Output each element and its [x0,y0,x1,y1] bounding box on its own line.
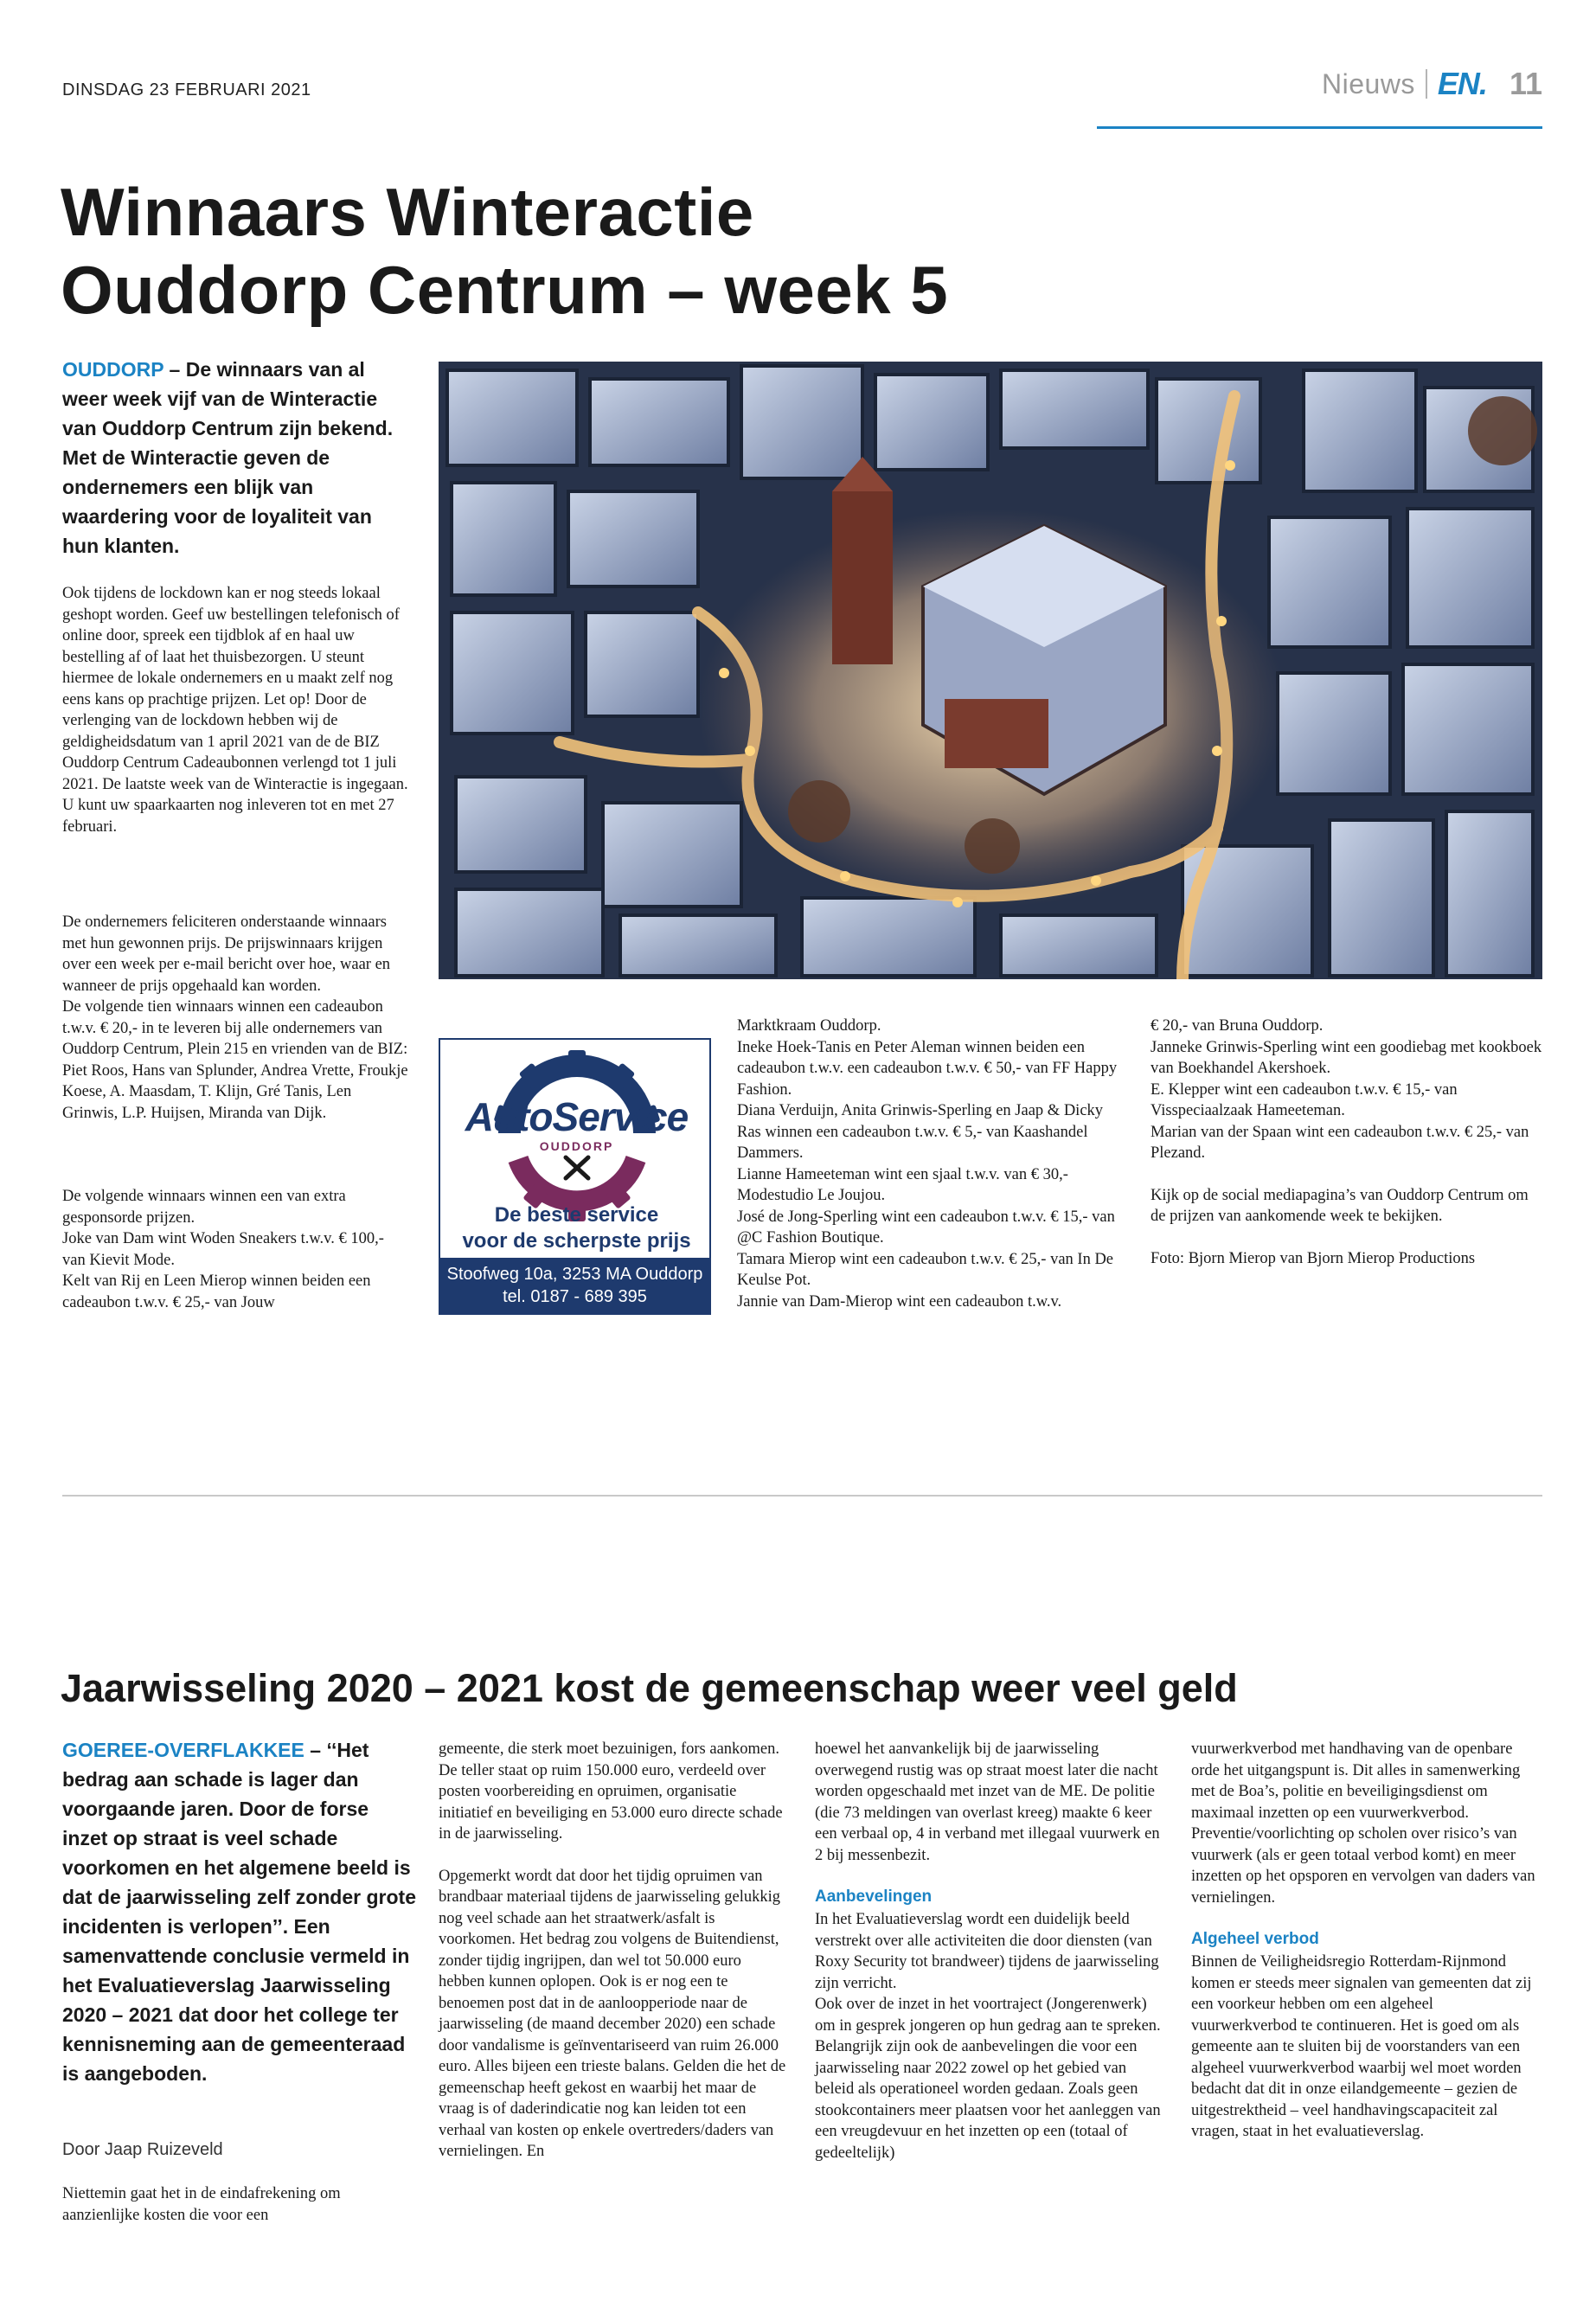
ad-slogan-line-1: De beste service [494,1203,659,1227]
paragraph: Diana Verduijn, Anita Grinwis-Sperling en Jaap & Dicky Ras winnen een cadeaubon t.w.v. € 5,- van Kaashandel Dammers. [737,1102,1104,1162]
paragraph: Joke van Dam wint Woden Sneakers t.w.v. € 100,- van Kievit Mode. [62,1230,384,1269]
paragraph: vuurwerkverbod met handhaving van de openbare orde het uitgangspunt is. Dit alles in samenwerking met de Boa’s, politie en beveiligingsdienst om maximaal inzetten op een vuurwerkverbod. Preventie/voorlichting op scholen over risico’s van vuurwerk (als er geen totaal verbod komt) en meer inzetten op het opsporen en vervolgen van daders van vernielingen. [1191,1740,1535,1907]
byline: Door Jaap Ruizeveld [62,2140,223,2159]
paragraph: Tamara Mierop wint een cadeaubon t.w.v. € 25,- van In De Keulse Pot. [737,1250,1114,1289]
dateline-kicker: GOEREE-OVERFLAKKEE [62,1739,304,1761]
paragraph: Jannie van Dam-Mierop wint een cadeaubon t.w.v. [737,1292,1062,1311]
ad-address: Stoofweg 10a, 3253 MA Ouddorp [446,1265,703,1284]
article-body-col1 [62,583,408,858]
photo-credit: Foto: Bjorn Mierop van Bjorn Mierop Productions [1151,1249,1476,1267]
brand-part-auto: Auto [465,1094,553,1139]
ad-place: OUDDORP [539,1139,614,1153]
article-lead [62,355,408,561]
ad-slogan [440,1202,713,1254]
ad-phone: tel. 0187 - 689 395 [503,1287,647,1306]
dateline-kicker: OUDDORP [62,358,164,381]
autoservice-advertisement[interactable] [439,1038,711,1315]
headline-line-2: Ouddorp Centrum – week 5 [61,252,949,328]
paragraph: De volgende winnaars winnen een van extra gesponsorde prijzen. [62,1188,346,1227]
header-separator [1426,69,1427,99]
paragraph: Kijk op de social mediapagina’s van Ouddorp Centrum om de prijzen van aankomende week te bekijken. [1151,1186,1529,1225]
page-header-right [1322,66,1542,102]
paragraph: Niettemin gaat het in de eindafrekening om aanzienlijke kosten die voor een [62,2185,341,2224]
ad-slogan-line-2: voor de scherpste prijs [462,1229,691,1253]
page-number: 11 [1509,66,1542,101]
section-label: Nieuws [1322,67,1415,99]
paragraph: € 20,- van Bruna Ouddorp. [1151,1017,1324,1035]
lead-text: – De winnaars van al weer week vijf van de Winteractie van Ouddorp Centrum zijn bekend. Met de Winteractie geven de ondernemers een blijk van waardering voor de loyaliteit van hun klanten. [62,358,394,557]
article2-lead [62,1735,417,2088]
article-headline [61,173,1012,329]
ad-contact-footer [440,1258,709,1313]
ad-brand-name [440,1093,713,1140]
article2-body-col4 [1191,1739,1542,2143]
article2-headline: Jaarwisseling 2020 – 2021 kost de gemeenschap weer veel geld [61,1666,1238,1710]
paragraph: Opgemerkt wordt dat door het tijdig opruimen van brandbaar materiaal tijdens de jaarwisseling gelukkig nog veel schade aan het straatwerk/asfalt is voorkomen. Het bedrag zou volgens de Buitendienst, zonder tijdig ingrijpen, dan wel tot 50.000 euro hebben kunnen oplopen. Ook is er nog een te benoemen post dat in de aanloopperiode naar de jaarwisseling (de maand december 2020) een schade door vandalisme is geïnventariseerd van ruim 26.000 euro. Alles bijeen een trieste balans. Gelden die het de gemeenschap heeft gekost en waarbij het maar de vraag is of daderindicatie nog kan leiden tot een verhaal van kosten op enkele overtreders/daders van vernielingen. En [439,1867,786,2160]
paragraph: Marktkraam Ouddorp. [737,1017,881,1035]
subheading: Algeheel verbod [1191,1930,1319,1948]
lead-text: – ‘‘Het bedrag aan schade is lager dan voorgaande jaren. Door de forse inzet op straat is veel schade voorkomen en het algemene beeld is dat de jaarwisseling zelf zonder grote incidenten is verlopen’’. Een samenvattende conclusie vermeld in het Evaluatieverslag Jaarwisseling 2020 – 2021 dat door het college ter kennisneming aan de gemeenteraad is aangeboden. [62,1739,416,2085]
paragraph: Ook over de inzet in het voortraject (Jongerenwerk) om in gesprek jongeren op hun gedrag aan te spreken. Belangrijk zijn ook de aanbevelingen die voor een jaarwisseling naar 2022 zowel op het gebied van beleid als operationeel worden gedaan. Zoals geen stookcontainers meer plaatsen voor het aanleggen van een vreugdevuur en het inzetten op een (totaal of gedeeltelijk) [815,1996,1161,2162]
article2-body-col3 [815,1739,1165,2163]
article2-body-col2 [439,1739,789,2163]
article-body-col1-winners [62,912,408,1144]
brand-part-service: Service [552,1094,689,1139]
paragraph: Lianne Hameeteman wint een sjaal t.w.v. van € 30,- Modestudio Le Joujou. [737,1165,1068,1204]
paragraph: Marian van der Spaan wint een cadeaubon t.w.v. € 25,- van Plezand. [1151,1123,1529,1162]
publication-date: DINSDAG 23 FEBRUARI 2021 [62,80,311,99]
paragraph: José de Jong-Sperling wint een cadeaubon t.w.v. € 15,- van @C Fashion Boutique. [737,1208,1115,1247]
paragraph: In het Evaluatieverslag wordt een duidelijk beeld verstrekt over alle activiteiten die door diensten (van Roxy Security tot brandweer) tijdens de jaarwisseling zijn verricht. [815,1911,1159,1992]
article-body-col2 [737,1016,1131,1312]
article-body-col3 [1151,1016,1544,1269]
paragraph: gemeente, die sterk moet bezuinigen, fors aankomen. De teller staat op ruim 150.000 euro, verdeeld over posten voorbereiding en opruimen, organisatie initiatief en beveiliging en 53.000 euro directe schade in de jaarwisseling. [439,1740,783,1843]
village-snow-aerial-photo [439,362,1542,979]
paragraph: Kelt van Rij en Leen Mierop winnen beiden een cadeaubon t.w.v. € 25,- van Jouw [62,1272,371,1311]
paragraph: E. Klepper wint een cadeaubon t.w.v. € 15,- van Visspeciaalzaak Hameeteman. [1151,1080,1458,1119]
newspaper-logo: EN. [1437,66,1487,101]
paragraph: hoewel het aanvankelijk bij de jaarwisseling overwegend rustig was op straat moest later die nacht worden opgeschaald met inzet van de ME. De politie (die 73 meldingen van overlast kreeg) maakte 6 keer een verbaal op, 4 in verband met illegaal vuurwerk en 2 bij messenbezit. [815,1740,1160,1864]
paragraph: Ook tijdens de lockdown kan er nog steeds lokaal geshopt worden. Geef uw bestellingen telefonisch of online door, spreek een tijdblok af en haal uw bestelling af of laat het thuisbezorgen. U steunt hiermee de lokale ondernemers en u maakt zelf nog eens kans op prachtige prijzen. Let op! Door de verlenging van de lockdown hebben wij de geldigheidsdatum van 1 april 2021 van de de BIZ Ouddorp Centrum Cadeaubonnen verlengd tot 1 juli 2021. De laatste week van de Winteractie is ingegaan. U kunt uw spaarkaarten nog inleveren tot en met 27 februari. [62,585,408,836]
subheading: Aanbevelingen [815,1888,933,1906]
article-body-col1-extra [62,1186,408,1313]
article2-body-col1 [62,2183,417,2226]
paragraph: De volgende tien winnaars winnen een cadeaubon t.w.v. € 20,- in te leveren bij alle ondernemers van Ouddorp Centrum, Plein 215 en vrienden van de BIZ: Piet Roos, Hans van Splunder, Andrea Vrette, Froukje Koese, A. Maasdam, T. Klijn, Gré Tanis, Len Grinwis, L.P. Huijsen, Miranda van Dijk. [62,998,408,1122]
headline-line-1: Winnaars Winteractie [61,174,754,250]
paragraph: Binnen de Veiligheidsregio Rotterdam-Rijnmond komen er steeds meer signalen van gemeenten dat zij een voorkeur hebben om een algeheel vuurwerkverbod te continueren. Het is goed om als gemeente aan te sluiten bij de voorstanders van een algeheel vuurwerkverbod waarbij wel moet worden bedacht dat dit in onze eilandgemeente – gezien de uitgestrektheid – veel handhavingscapaciteit zal vragen, staat in het evaluatieverslag. [1191,1953,1532,2140]
header-rule [1097,126,1542,129]
paragraph: Janneke Grinwis-Sperling wint een goodiebag met kookboek van Boekhandel Akershoek. [1151,1038,1542,1077]
article-divider [62,1495,1542,1497]
paragraph: Ineke Hoek-Tanis en Peter Aleman winnen beiden een cadeaubon t.w.v. een cadeaubon t.w.v. € 50,- van FF Happy Fashion. [737,1038,1118,1099]
paragraph: De ondernemers feliciteren onderstaande winnaars met hun gewonnen prijs. De prijswinnaars krijgen over een week per e-mail bericht over hoe, waar en wanneer de prijs opgehaald kan worden. [62,913,391,995]
